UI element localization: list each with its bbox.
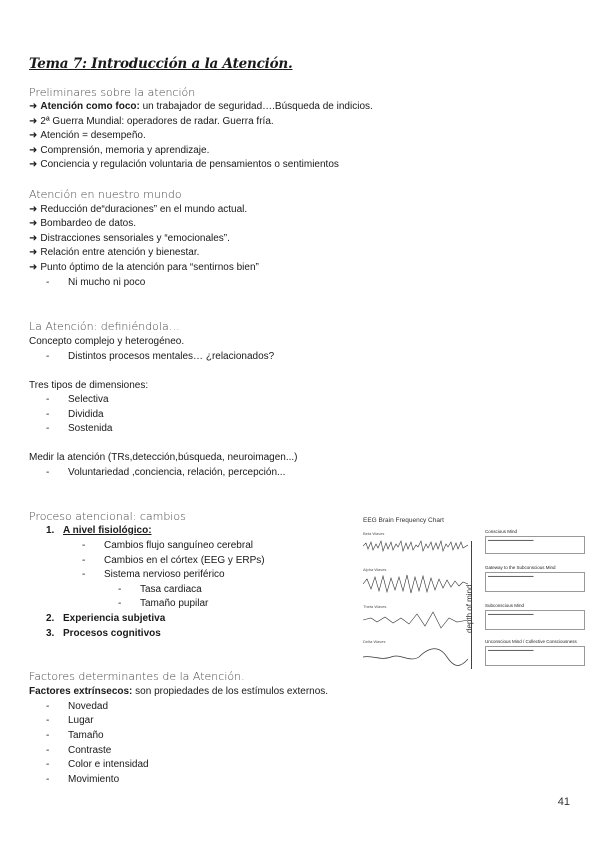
- sub-item: - Cambios en el córtex (EEG y ERPs): [82, 555, 265, 566]
- page-title: Tema 7: Introducción a la Atención.: [29, 56, 293, 72]
- sub-item: - Tamaño: [46, 730, 104, 741]
- text-line: Concepto complejo y heterogéneo.: [29, 336, 185, 347]
- sub-item: - Voluntariedad ,conciencia, relación, percepción...: [46, 467, 286, 478]
- sub-item: - Movimiento: [46, 774, 120, 785]
- list-item: ➜ Punto óptimo de la atención para “sentirnos bien”: [29, 262, 259, 273]
- wave-label-beta: Beta Waves: [363, 531, 385, 536]
- wave-label-alpha: Alpha Waves: [363, 567, 387, 572]
- numbered-item: 3. Procesos cognitivos: [46, 628, 161, 639]
- sub-item: - Distintos procesos mentales… ¿relacionados?: [46, 351, 275, 362]
- mind-box-subconscious: ▬▬▬▬▬▬▬▬▬▬▬▬▬: [485, 610, 585, 630]
- depth-label: depth of mind: [465, 584, 474, 633]
- text-line: Medir la atención (TRs,detección,búsqueda, neuroimagen...): [29, 452, 298, 463]
- sub-item: - Contraste: [46, 745, 112, 756]
- list-item: ➜ Distracciones sensoriales y “emocionales”.: [29, 233, 230, 244]
- sub-item: - Sistema nervioso periférico: [82, 569, 225, 580]
- sub-item: - Lugar: [46, 715, 94, 726]
- sub-item: - Selectiva: [46, 394, 109, 405]
- section-heading-mundo: Atención en nuestro mundo: [29, 188, 182, 201]
- list-item: ➜ Relación entre atención y bienestar.: [29, 247, 200, 258]
- mind-box-unconscious: ▬▬▬▬▬▬▬▬▬▬▬▬▬: [485, 646, 585, 666]
- wave-label-delta: Delta Waves: [363, 639, 386, 644]
- mind-label-unconscious: Unconscious Mind / Collective Consciousness: [485, 639, 577, 644]
- numbered-item: 1. A nivel fisiológico:: [46, 525, 152, 536]
- delta-wave-plot: [363, 643, 468, 671]
- list-item: ➜ 2ª Guerra Mundial: operadores de radar. Guerra fría.: [29, 116, 274, 127]
- mind-box-conscious: ▬▬▬▬▬▬▬▬▬▬▬▬▬: [485, 536, 585, 554]
- sub-sub-item: - Tamaño pupilar: [118, 598, 209, 609]
- sub-item: - Novedad: [46, 701, 109, 712]
- list-item: ➜ Bombardeo de datos.: [29, 218, 137, 229]
- page-number: 41: [557, 796, 570, 808]
- list-item: ➜ Conciencia y regulación voluntaria de pensamientos o sentimientos: [29, 159, 339, 170]
- sub-sub-item: - Tasa cardiaca: [118, 584, 202, 595]
- sub-item: - Ni mucho ni poco: [46, 277, 146, 288]
- mind-box-gateway: ▬▬▬▬▬▬▬▬▬▬▬▬▬: [485, 572, 585, 592]
- section-heading-preliminares: Preliminares sobre la atención: [29, 86, 196, 99]
- section-heading-proceso: Proceso atencional: cambios: [29, 510, 186, 523]
- eeg-chart-title: EEG Brain Frequency Chart: [363, 517, 444, 524]
- theta-wave-plot: [363, 608, 468, 632]
- mind-label-gateway: Gateway to the Subconscious Mind: [485, 565, 556, 570]
- alpha-wave-plot: [363, 571, 468, 597]
- list-item: ➜ Atención como foco: un trabajador de seguridad….Búsqueda de indicios.: [29, 101, 373, 112]
- mind-label-subconscious: Subconscious Mind: [485, 603, 525, 608]
- sub-item: - Cambios flujo sanguíneo cerebral: [82, 540, 253, 551]
- list-item: ➜ Atención = desempeño.: [29, 130, 146, 141]
- section-heading-factores: Factores determinantes de la Atención.: [29, 670, 245, 683]
- wave-label-theta: Theta Waves: [363, 604, 387, 609]
- text-line: Factores extrínsecos: son propiedades de los estímulos externos.: [29, 686, 329, 697]
- text-line: Tres tipos de dimensiones:: [29, 380, 149, 391]
- sub-item: - Sostenida: [46, 423, 113, 434]
- eeg-frequency-chart: [333, 515, 585, 675]
- sub-item: - Color e intensidad: [46, 759, 149, 770]
- list-item: ➜ Reducción de“duraciones” en el mundo actual.: [29, 204, 248, 215]
- beta-wave-plot: [363, 535, 468, 557]
- mind-label-conscious: Conscious Mind: [485, 529, 518, 534]
- list-item: ➜ Comprensión, memoria y aprendizaje.: [29, 145, 210, 156]
- section-heading-definiendola: La Atención: definiéndola…: [29, 320, 180, 333]
- sub-item: - Dividida: [46, 409, 104, 420]
- numbered-item: 2. Experiencia subjetiva: [46, 613, 166, 624]
